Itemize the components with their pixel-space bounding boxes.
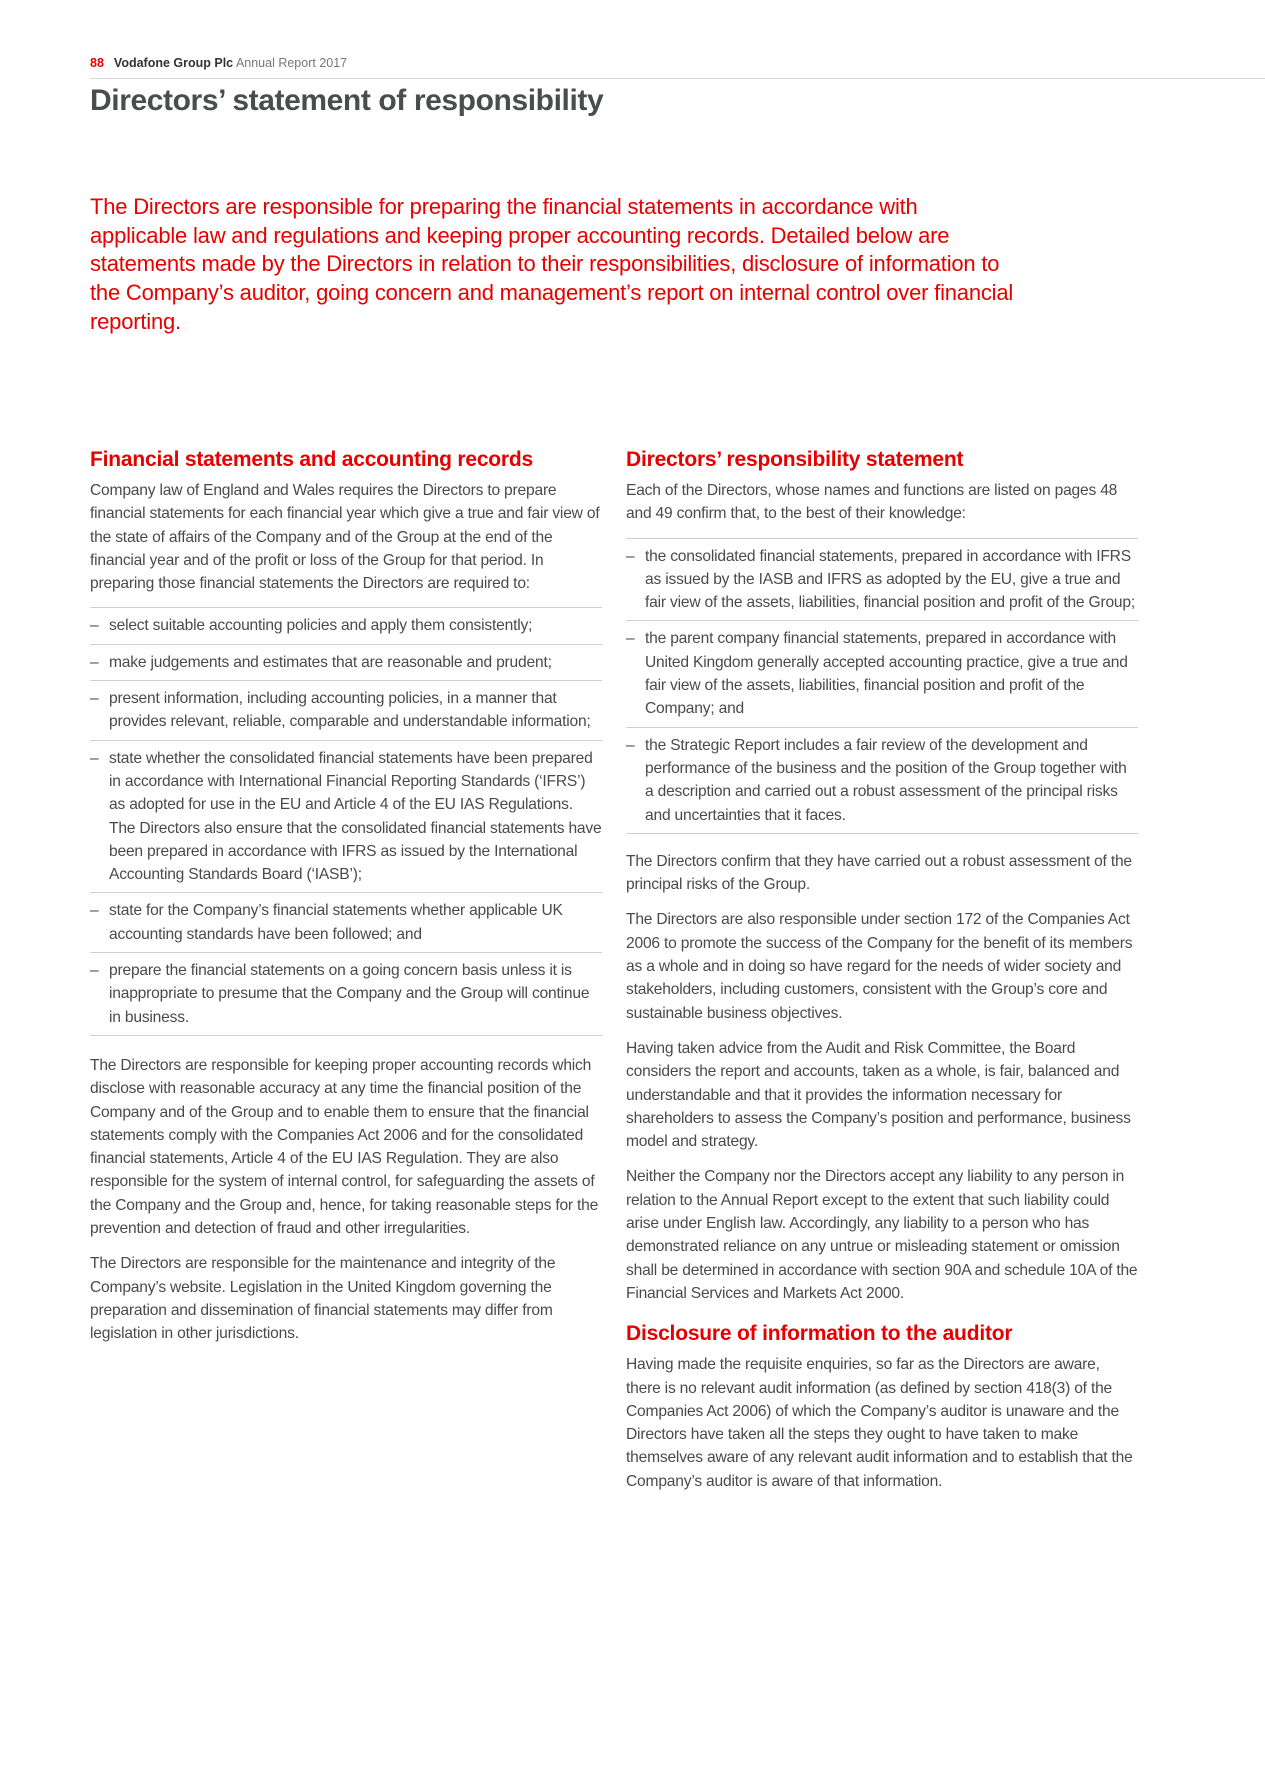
paragraph: The Directors are responsible for keeping proper accounting records which disclose with reasonable accuracy at any time the financial position of the Company and of the Group and to enable them to ensure that the financial statements comply with the Companies Act 2006 and for the consolidated financial statements, Article 4 of the EU IAS Regulation. They are also responsible for the system of internal control, for safeguarding the assets of the Company and the Group and, hence, for taking reasonable steps for the prevention and detection of fraud and other irregularities.	[90, 1056, 599, 1238]
paragraph: The Directors confirm that they have carried out a robust assessment of the principal risks of the Group.	[626, 852, 1132, 894]
list-item	[626, 621, 1138, 727]
right-column	[626, 447, 1138, 1505]
list-item	[90, 953, 602, 1036]
paragraph: Having made the requisite enquiries, so far as the Directors are aware, there is no relevant audit information (as defined by section 418(3) of the Companies Act 2006) of which the Company’s auditor is unaware and the Directors have taken all the steps they ought to have taken to make themselves aware of any relevant audit information and to establish that the Company’s auditor is aware of that information.	[626, 1356, 1133, 1490]
list-item	[90, 608, 602, 644]
page-number: 88	[90, 56, 104, 70]
list-item	[90, 681, 602, 741]
requirements-list	[90, 607, 602, 1035]
running-header	[90, 56, 1265, 70]
list-item	[626, 539, 1138, 622]
list-item-text: the Strategic Report includes a fair review of the development and performance of the business and the position of the Group together with a description and carried out a robust assessment of the principal risks and uncertainties that it faces.	[645, 736, 1127, 824]
dash-marker: –	[626, 630, 635, 648]
dash-marker: –	[90, 962, 99, 980]
report-name: Annual Report 2017	[235, 56, 348, 70]
dash-marker: –	[626, 736, 635, 754]
paragraph: Neither the Company nor the Directors accept any liability to any person in relation to the Annual Report except to the extent that such liability could arise under English law. Accordingly, any liability to a person who has demonstrated reliance on any untrue or misleading statement or omission shall be determined in accordance with section 90A and schedule 10A of the Financial Services and Markets Act 2000.	[626, 1168, 1138, 1302]
paragraph: Company law of England and Wales requires the Directors to prepare financial statements for each financial year which give a true and fair view of the state of affairs of the Company and of the Group at the end of the financial year and of the profit or loss of the Group for that period. In preparing those financial statements the Directors are required to:	[90, 482, 600, 593]
company-name: Vodafone Group Plc	[113, 56, 234, 70]
dash-marker: –	[90, 749, 99, 767]
dash-marker: –	[90, 902, 99, 920]
page-title: Directors’ statement of responsibility	[90, 84, 604, 117]
left-column	[90, 447, 602, 1358]
confirmations-list	[626, 538, 1138, 834]
list-item	[626, 728, 1138, 834]
list-item-text: state whether the consolidated financial statements have been prepared in accordance with International Financial Reporting Standards (‘IFRS’) as adopted for use in the EU and Article 4 of the EU IAS Regulations. The Directors also ensure that the consolidated financial statements have been prepared in accordance with IFRS as issued by the International Accounting Standards Board (‘IASB’);	[109, 749, 602, 884]
intro-paragraph: The Directors are responsible for preparing the financial statements in accordance with applicable law and regulations and keeping proper accounting records. Detailed below are statements made by the Directors in relation to their responsibilities, disclosure of information to the Company’s auditor, going concern and management’s report on internal control over financial reporting.	[90, 194, 1014, 334]
paragraph: The Directors are also responsible under section 172 of the Companies Act 2006 to promote the success of the Company for the benefit of its members as a whole and in doing so have regard for the needs of wider society and stakeholders, including customers, consistent with the Group’s core and sustainable business objectives.	[626, 911, 1133, 1022]
list-item-text: present information, including accounting policies, in a manner that provides relevant, reliable, comparable and understandable information;	[109, 690, 591, 731]
dash-marker: –	[90, 653, 99, 671]
section-heading-auditor-disclosure: Disclosure of information to the auditor	[626, 1322, 1013, 1346]
list-item	[90, 893, 602, 953]
list-item-text: make judgements and estimates that are reasonable and prudent;	[109, 653, 552, 671]
dash-marker: –	[90, 690, 99, 708]
list-item-text: the consolidated financial statements, prepared in accordance with IFRS as issued by the IASB and IFRS as adopted by the EU, give a true and fair view of the assets, liabilities, financial position and profit of the Group;	[645, 547, 1135, 612]
paragraph: Each of the Directors, whose names and functions are listed on pages 48 and 49 confirm that, to the best of their knowledge:	[626, 482, 1118, 523]
list-item-text: state for the Company’s financial statements whether applicable UK accounting standards have been followed; and	[109, 902, 563, 943]
list-item	[90, 645, 602, 681]
list-item-text: the parent company financial statements, prepared in accordance with United Kingdom generally accepted accounting practice, give a true and fair view of the assets, liabilities, financial position and profit of the Company; and	[645, 630, 1128, 718]
dash-marker: –	[90, 617, 99, 635]
list-item	[90, 741, 602, 894]
section-heading-responsibility-statement: Directors’ responsibility statement	[626, 448, 964, 471]
list-item-text: select suitable accounting policies and apply them consistently;	[109, 617, 533, 635]
dash-marker: –	[626, 547, 635, 565]
list-item-text: prepare the financial statements on a going concern basis unless it is inappropriate to presume that the Company and the Group will continue in business.	[109, 962, 590, 1026]
paragraph: Having taken advice from the Audit and Risk Committee, the Board considers the report and accounts, taken as a whole, is fair, balanced and understandable and that it provides the information necessary for shareholders to assess the Company’s position and performance, business model and strategy.	[626, 1039, 1131, 1151]
header-rule	[90, 78, 1265, 79]
section-heading-financial-statements: Financial statements and accounting records	[90, 448, 534, 471]
paragraph: The Directors are responsible for the maintenance and integrity of the Company’s website. Legislation in the United Kingdom governing the preparation and dissemination of financial statements may differ from legislation in other jurisdictions.	[90, 1255, 556, 1343]
